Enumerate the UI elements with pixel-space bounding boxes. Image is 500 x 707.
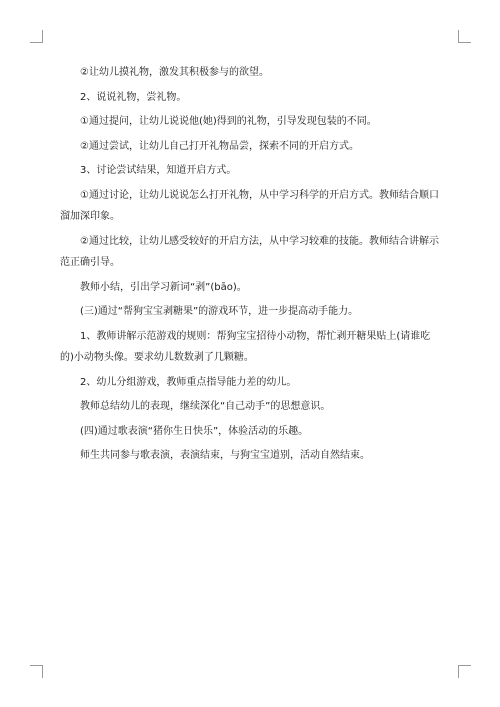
crop-mark-bottom-left [30,665,43,678]
paragraph: (四)通过歌表演“猪你生日快乐”，体验活动的乐趣。 [80,425,309,437]
paragraph: 1、教师讲解示范游戏的规则：帮狗宝宝招待小动物，帮忙剥开糖果贴上(请谁吃的)小动物头像。要求幼儿数数剥了几颗糖。 [60,330,431,363]
paragraph: ②通过比较，让幼儿感受较好的开启方法，从中学习较难的技能。教师结合讲解示范正确引导。 [60,235,439,268]
document-body [60,62,444,470]
crop-mark-top-right [458,30,471,43]
paragraph: ②通过尝试，让幼儿自己打开礼物品尝，探索不同的开启方式。 [80,140,359,152]
paragraph: 2、幼儿分组游戏，教师重点指导能力差的幼儿。 [80,376,297,388]
paragraph: ①通过提问，让幼儿说说他(她)得到的礼物，引导发现包装的不同。 [80,116,377,127]
paragraph: 教师小结，引出学习新词“剥”(bāo)。 [80,281,247,293]
crop-mark-top-left [30,30,43,43]
paragraph: 师生共同参与歌表演，表演结束，与狗宝宝道别，活动自然结束。 [80,450,370,461]
paragraph: 教师总结幼儿的表现，继续深化“自己动手”的思想意识。 [80,401,331,412]
paragraph: 2、说说礼物，尝礼物。 [80,91,187,103]
paragraph: (三)通过“帮狗宝宝剥糖果”的游戏环节，进一步提高动手能力。 [80,306,359,317]
crop-mark-bottom-right [458,665,471,678]
paragraph: 3、讨论尝试结果，知道开启方式。 [80,165,237,176]
paragraph: ②让幼儿摸礼物，激发其积极参与的欲望。 [80,67,269,78]
paragraph: ①通过讨论，让幼儿说说怎么打开礼物，从中学习科学的开启方式。教师结合顺口溜加深印象。 [60,189,439,222]
